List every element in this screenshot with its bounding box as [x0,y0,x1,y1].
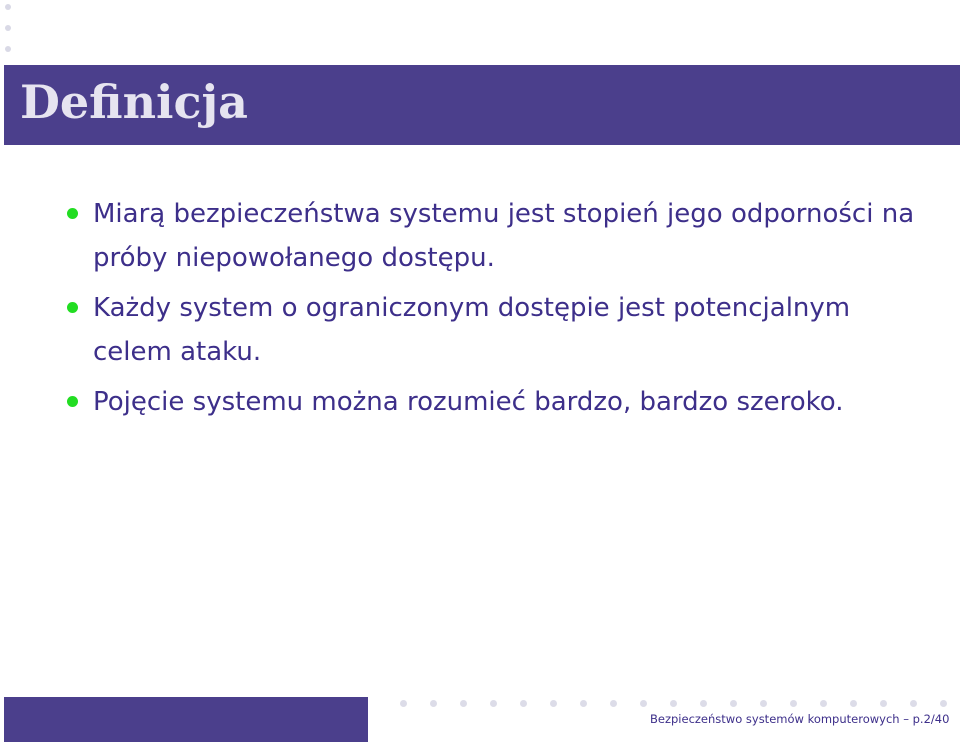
nav-dot[interactable] [910,700,917,707]
footer-navigation-dots [400,700,960,710]
nav-dot[interactable] [670,700,677,707]
bullet-dot-icon [67,208,78,219]
bullet-text: Miarą bezpieczeństwa systemu jest stopień jego odporności na próby niepowołanego dostępu. [93,199,915,273]
nav-dot[interactable] [520,700,527,707]
slide-title: Definicja [20,75,248,129]
nav-dot[interactable] [700,700,707,707]
top-navigation-dots [5,4,15,67]
bullet-dot-icon [67,396,78,407]
nav-dot[interactable] [460,700,467,707]
title-bar [4,65,960,145]
nav-dot[interactable] [850,700,857,707]
nav-dot[interactable] [490,700,497,707]
footer-bar [4,697,368,742]
nav-dot[interactable] [400,700,407,707]
nav-dot[interactable] [790,700,797,707]
nav-dot[interactable] [580,700,587,707]
nav-dot[interactable] [760,700,767,707]
nav-dot[interactable] [5,25,11,31]
nav-dot[interactable] [5,4,11,10]
bullet-item [60,192,920,280]
nav-dot[interactable] [640,700,647,707]
nav-dot[interactable] [550,700,557,707]
nav-dot[interactable] [940,700,947,707]
bullet-text: Każdy system o ograniczonym dostępie jest potencjalnym celem ataku. [93,293,851,367]
footer-page-info: Bezpieczeństwo systemów komputerowych – p.2/40 [650,712,950,726]
bullet-text: Pojęcie systemu można rozumieć bardzo, bardzo szeroko. [93,387,844,417]
bullet-list [60,192,920,430]
nav-dot[interactable] [820,700,827,707]
nav-dot[interactable] [5,46,11,52]
bullet-item [60,286,920,374]
nav-dot[interactable] [730,700,737,707]
nav-dot[interactable] [610,700,617,707]
nav-dot[interactable] [880,700,887,707]
nav-dot[interactable] [430,700,437,707]
bullet-item [60,380,920,424]
bullet-dot-icon [67,302,78,313]
